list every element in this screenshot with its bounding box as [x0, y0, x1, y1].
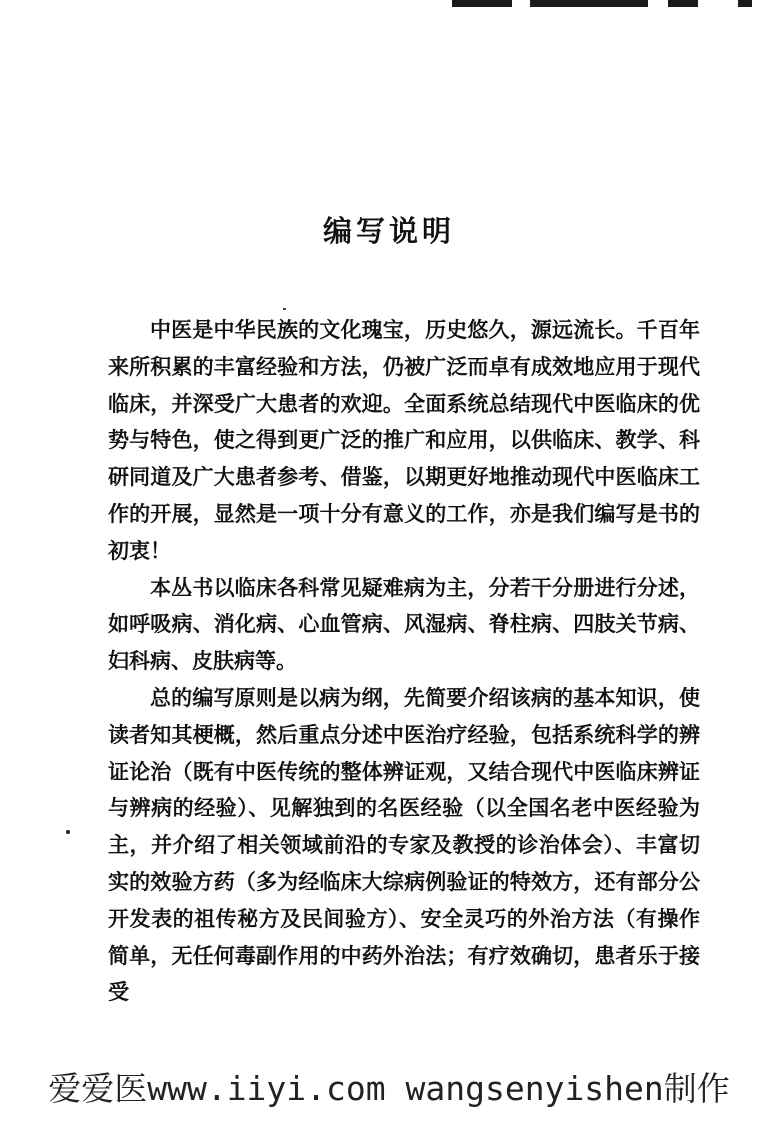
page-title: 编写说明 [322, 214, 455, 248]
scan-edge-artifact [0, 0, 778, 12]
scan-mark [530, 0, 648, 7]
scan-mark [738, 0, 752, 7]
watermark: 爱爱医www.iiyi.com wangsenyishen制作 [48, 1069, 730, 1108]
paragraph-scope: 本丛书以临床各科常见疑难病为主，分若干分册进行分述，如呼吸病、消化病、心血管病、风湿病、脊柱病、四肢关节病、妇科病、皮肤病等。 [108, 574, 700, 674]
paragraph-intro: 中医是中华民族的文化瑰宝，历史悠久，源远流长。千百年来所积累的丰富经验和方法，仍被广泛而卓有成效地应用于现代临床，并深受广大患者的欢迎。全面系统总结现代中医临床的优势与特色，使之得到更广泛的推广和应用，以供临床、教学、科研同道及广大患者参考、借鉴，以期更好地推动现代中医临床工作的开展，显然是一项十分有意义的工作，亦是我们编写是书的初衷！ [108, 317, 700, 563]
paragraph-principles: 总的编写原则是以病为纲，先简要介绍该病的基本知识，使读者知其梗概，然后重点分述中医治疗经验，包括系统科学的辨证论治（既有中医传统的整体辨证观，又结合现代中医临床辨证与辨病的经验）、见解独到的名医经验（以全国名老中医经验为主，并介绍了相关领域前沿的专家及教授的诊治体会）、丰富切实的效验方药（多为经临床大综病例验证的特效方，还有部分公开发表的祖传秘方及民间验方）、安全灵巧的外治方法（有操作简单，无任何毒副作用的中药外治法；有疗效确切，患者乐于接受 [108, 684, 700, 1005]
scan-speck [66, 830, 70, 834]
scan-speck [283, 308, 286, 310]
scan-mark [668, 0, 698, 7]
body-text [108, 312, 700, 1011]
scan-mark [452, 0, 512, 7]
